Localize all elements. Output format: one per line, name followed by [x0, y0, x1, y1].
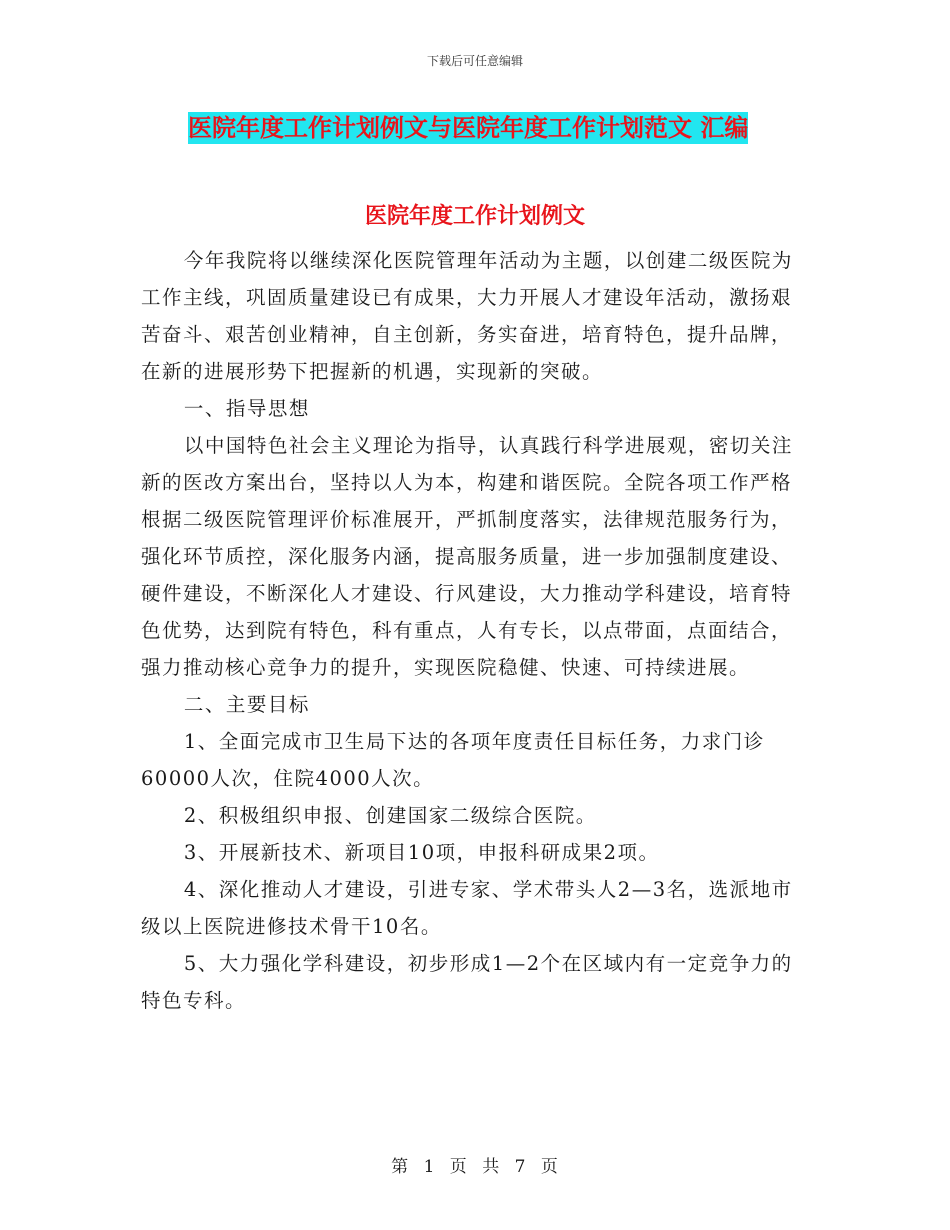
paragraph-intro: 今年我院将以继续深化医院管理年活动为主题，以创建二级医院为工作主线，巩固质量建设已有成果，大力开展人才建设年活动，激扬艰苦奋斗、艰苦创业精神，自主创新，务实奋进，培育特色，提升品牌，在新的进展形势下把握新的机遇，实现新的突破。 — [141, 249, 793, 383]
footer-prefix: 第 — [391, 1157, 410, 1177]
header-note: 下载后可任意编辑 — [426, 54, 523, 68]
footer-page-number: 1 — [423, 1157, 436, 1177]
body-text — [141, 242, 805, 1019]
goal-item-5: 5、大力强化学科建设，初步形成1—2个在区域内有一定竞争力的特色专科。 — [141, 952, 793, 1012]
footer-mid1: 页 — [449, 1157, 468, 1177]
heading-main-goals: 二、主要目标 — [183, 693, 310, 716]
document-title: 医院年度工作计划例文与医院年度工作计划范文 汇编 — [188, 113, 749, 142]
section-title: 医院年度工作计划例文 — [364, 203, 585, 229]
footer-total-pages: 7 — [514, 1157, 527, 1177]
goal-item-2: 2、积极组织申报、创建国家二级综合医院。 — [183, 804, 597, 827]
page-footer — [0, 1152, 950, 1177]
paragraph-guiding-ideology: 以中国特色社会主义理论为指导，认真践行科学进展观，密切关注新的医改方案出台，坚持以人为本，构建和谐医院。全院各项工作严格根据二级医院管理评价标准展开，严抓制度落实，法律规范服务行为，强化环节质控，深化服务内涵，提高服务质量，进一步加强制度建设、硬件建设，不断深化人才建设、行风建设，大力推动学科建设，培育特色优势，达到院有特色，科有重点，人有专长，以点带面，点面结合，强力推动核心竞争力的提升，实现医院稳健、快速、可持续进展。 — [141, 434, 793, 679]
goal-item-3: 3、开展新技术、新项目10项，申报科研成果2项。 — [183, 841, 660, 864]
heading-guiding-ideology: 一、指导思想 — [183, 397, 310, 420]
goal-item-1: 1、全面完成市卫生局下达的各项年度责任目标任务，力求门诊60000人次，住院4000人次。 — [141, 730, 765, 790]
goal-item-4: 4、深化推动人才建设，引进专家、学术带头人2—3名，选派地市级以上医院进修技术骨干10名。 — [141, 878, 793, 938]
footer-suffix: 页 — [540, 1157, 559, 1177]
footer-mid2: 共 — [482, 1157, 501, 1177]
